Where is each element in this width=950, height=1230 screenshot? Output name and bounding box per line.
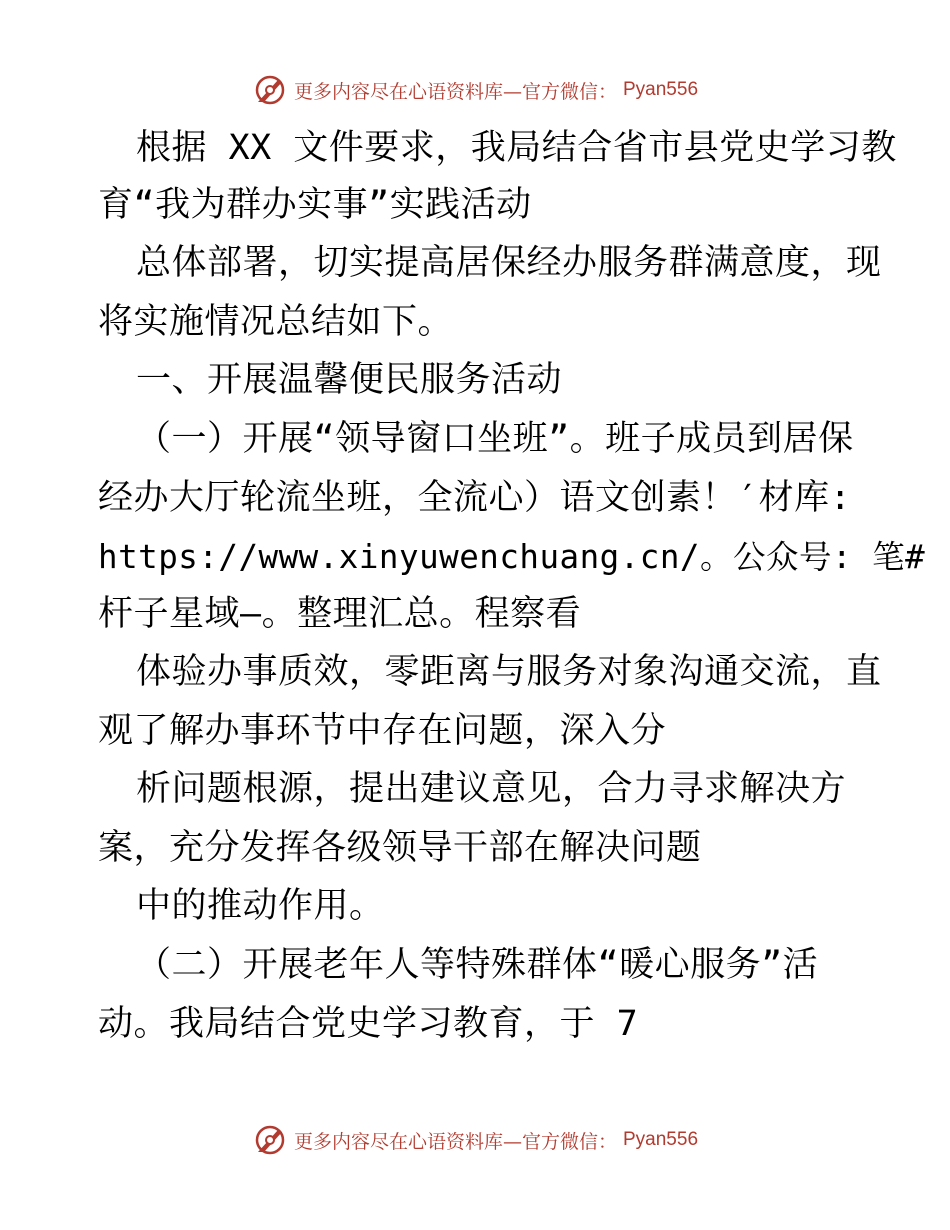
text-line: （一）开展“领导窗口坐班”。班子成员到居保 — [136, 419, 854, 459]
watermark-footer — [0, 1120, 950, 1160]
text-line: 观了解办事环节中存在问题，深入分 — [98, 711, 667, 751]
text-line: 将实施情况总结如下。 — [98, 302, 454, 342]
text-line: 案，充分发挥各级领导干部在解决问题 — [98, 828, 702, 868]
watermark-wechat-id: Pyan556 — [623, 79, 699, 100]
text-line: （二）开展老年人等特殊群体“暖心服务”活 — [136, 945, 819, 985]
quill-logo-icon — [252, 1122, 288, 1158]
watermark-text: 更多内容尽在心语资料库—官方微信： — [293, 80, 617, 103]
text-line: https://www.xinyuwenchuang.cn/。公众号: 笔# — [98, 538, 926, 576]
text-line: 中的推动作用。 — [136, 886, 385, 926]
text-line: 经办大厅轮流坐班，全流心）语文创素！′材库: — [98, 478, 852, 518]
text-line: 动。我局结合党史学习教育，于 7 — [98, 1004, 639, 1044]
watermark-wechat-id: Pyan556 — [623, 1129, 699, 1150]
section-heading: 一、开展温馨便民服务活动 — [136, 360, 563, 400]
text-line: 总体部署，切实提高居保经办服务群满意度，现 — [136, 243, 882, 283]
text-line: 育“我为群办实事”实践活动 — [98, 185, 532, 225]
watermark-header — [0, 70, 950, 110]
text-line: 析问题根源，提出建议意见，合力寻求解决方 — [136, 769, 847, 809]
quill-logo-icon — [252, 72, 288, 108]
watermark-text: 更多内容尽在心语资料库—官方微信： — [293, 1130, 617, 1153]
text-line: 根据 XX 文件要求，我局结合省市县党史学习教 — [136, 128, 897, 168]
text-line: 体验办事质效，零距离与服务对象沟通交流，直 — [136, 652, 882, 692]
text-line: 杆子星域—。整理汇总。程察看 — [98, 594, 582, 634]
